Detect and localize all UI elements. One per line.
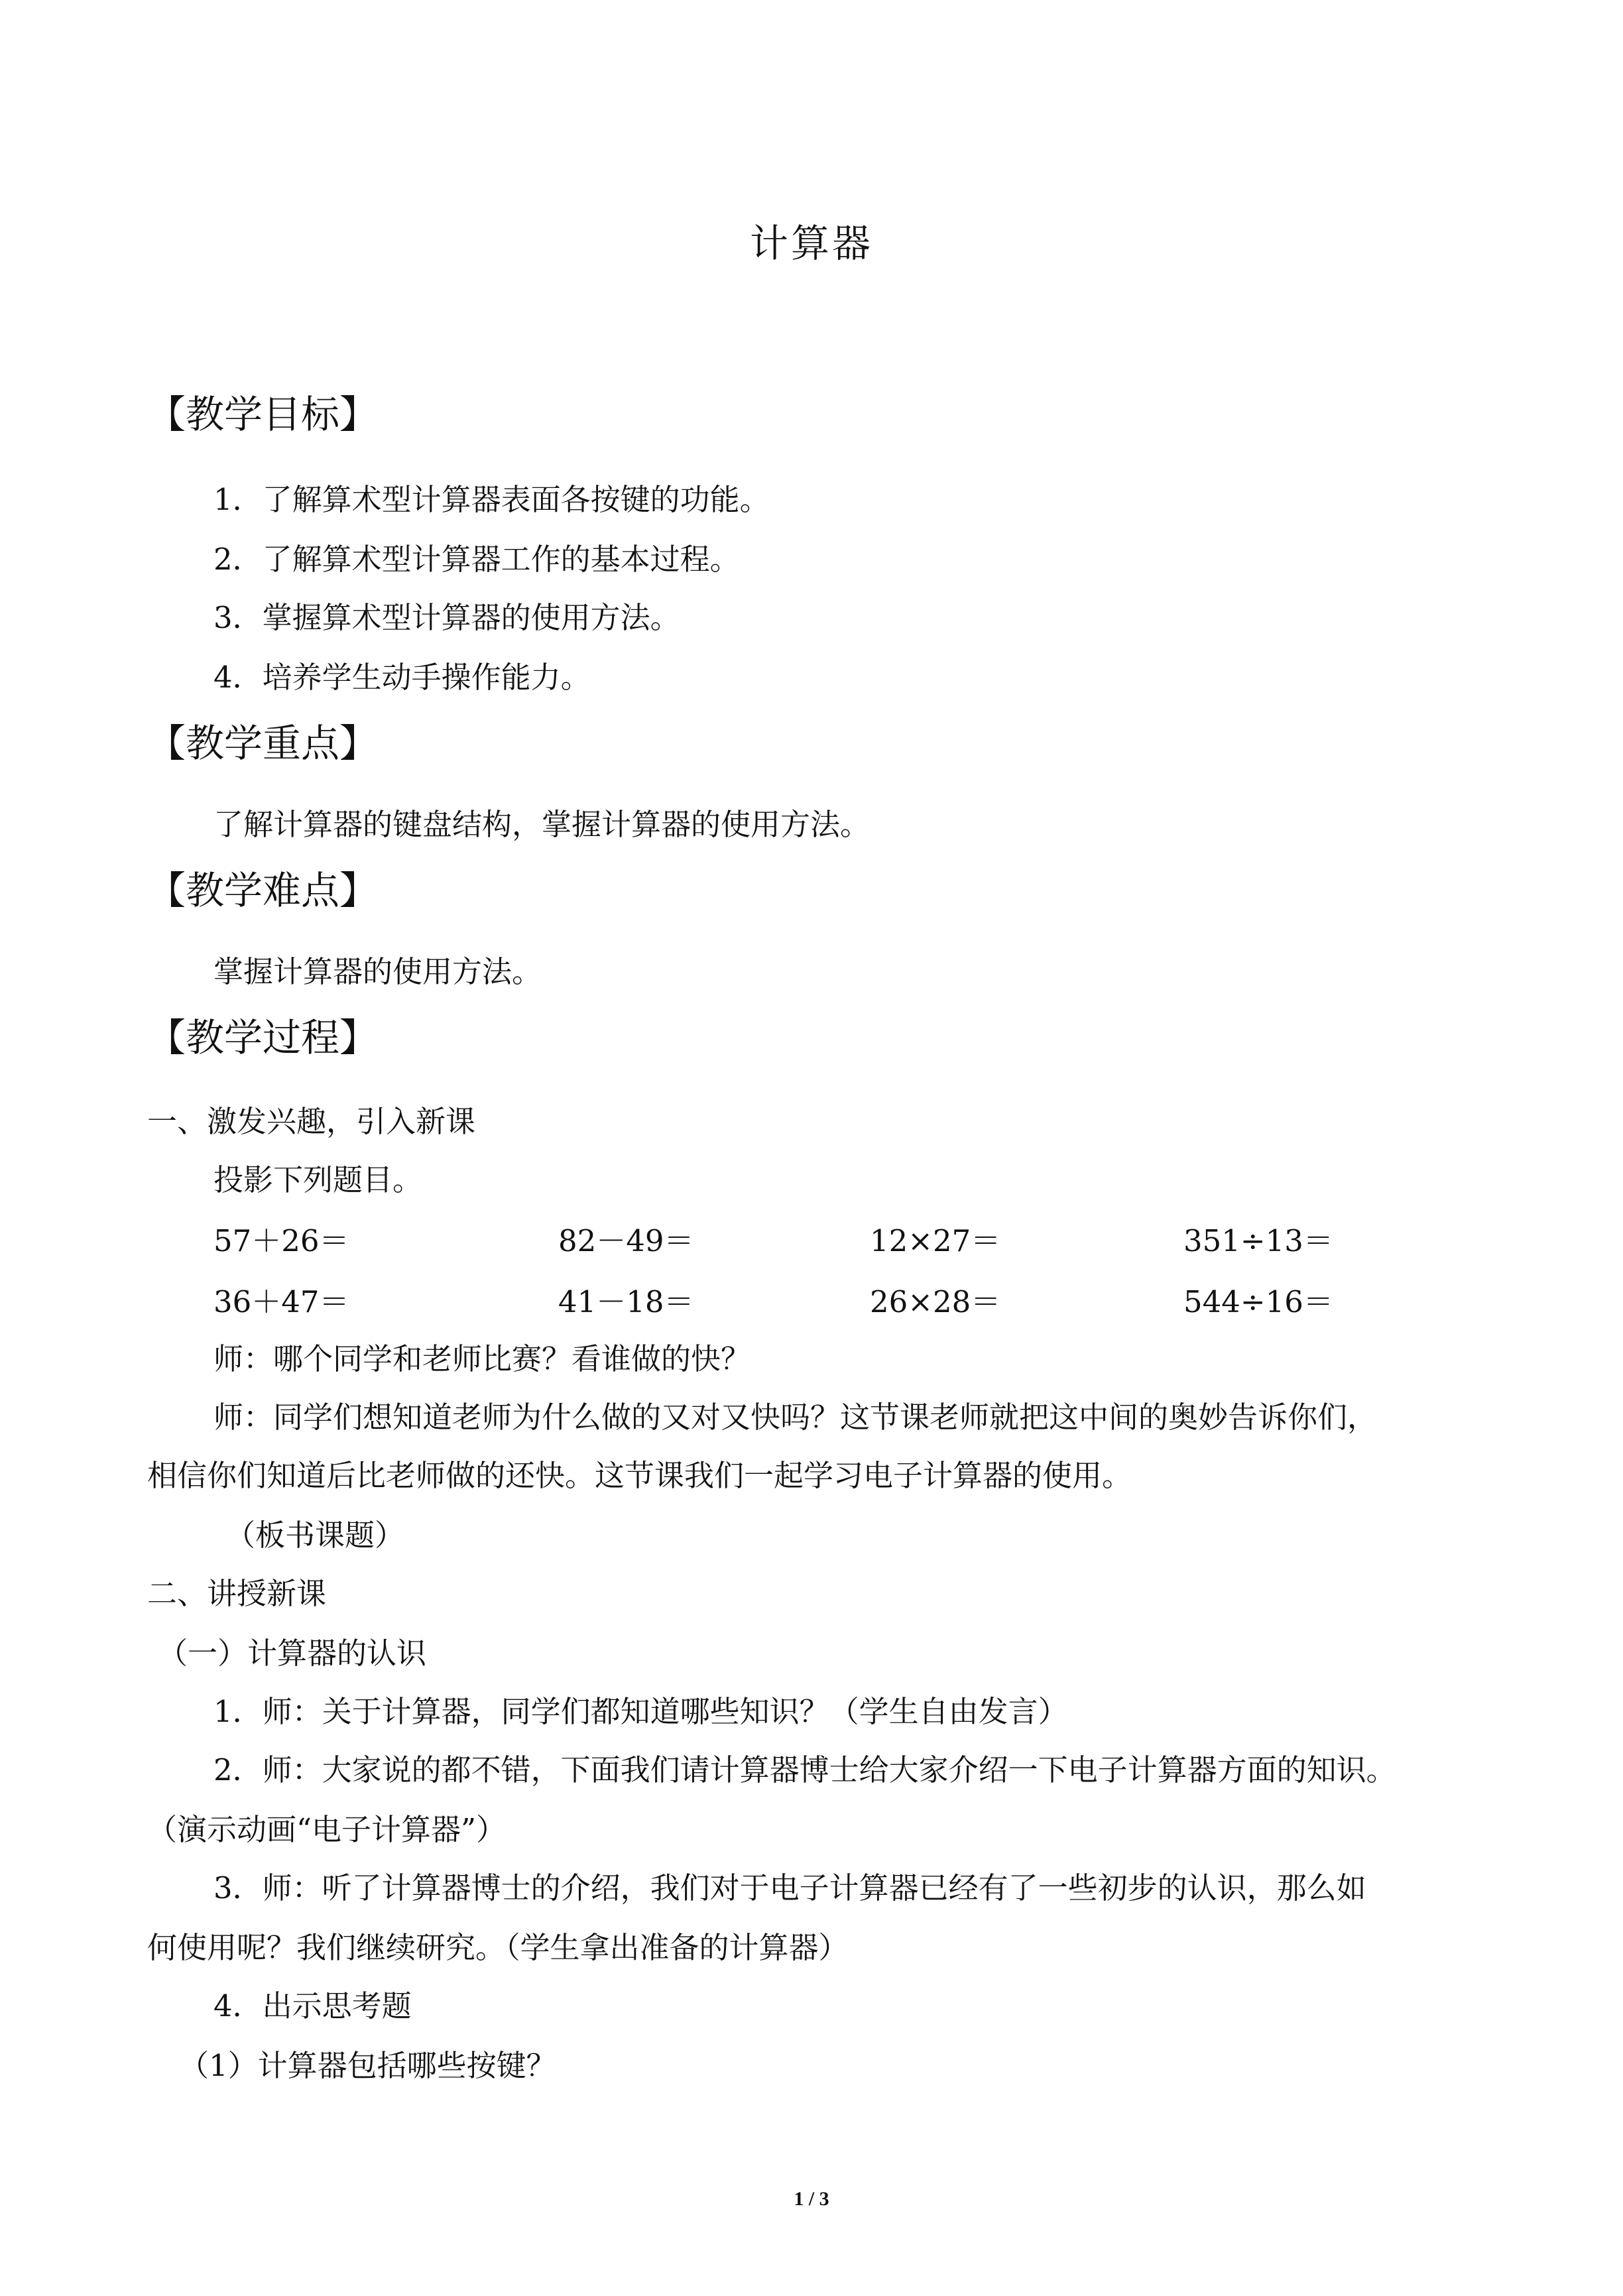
heading-difficulties: 【教学难点】 bbox=[147, 868, 379, 913]
heading-objectives: 【教学目标】 bbox=[147, 392, 379, 437]
objective-item-3: 3．掌握算术型计算器的使用方法。 bbox=[213, 600, 680, 635]
step-4: 4．出示思考题 bbox=[213, 1988, 412, 2024]
objective-item-1: 1．了解算术型计算器表面各按键的功能。 bbox=[213, 482, 770, 517]
step-2a: 2．师：大家说的都不错，下面我们请计算器博士给大家介绍一下电子计算器方面的知识。 bbox=[213, 1752, 1396, 1787]
sub1-title: （一）计算器的认识 bbox=[158, 1636, 427, 1671]
document-title: 计算器 bbox=[749, 221, 873, 266]
step-3b: 何使用呢？我们继续研究。（学生拿出准备的计算器） bbox=[147, 1930, 849, 1965]
step-1: 1．师：关于计算器，同学们都知道哪些知识？（学生自由发言） bbox=[213, 1694, 1068, 1729]
page-number: 1 / 3 bbox=[794, 2188, 829, 2210]
heading-process: 【教学过程】 bbox=[147, 1015, 379, 1060]
equation: 12×27＝ bbox=[870, 1223, 1001, 1258]
equation: 41－18＝ bbox=[558, 1284, 694, 1319]
part1-title: 一、激发兴趣，引入新课 bbox=[147, 1104, 476, 1139]
part2-title: 二、讲授新课 bbox=[147, 1576, 327, 1611]
equation: 351÷13＝ bbox=[1183, 1223, 1333, 1258]
equation: 57＋26＝ bbox=[213, 1223, 349, 1258]
equation: 544÷16＝ bbox=[1183, 1284, 1333, 1319]
objective-item-2: 2．了解算术型计算器工作的基本过程。 bbox=[213, 542, 740, 577]
equation-row-2 bbox=[0, 1284, 1623, 1323]
teacher-line-2b: 相信你们知道后比老师做的还快。这节课我们一起学习电子计算器的使用。 bbox=[147, 1458, 1132, 1493]
equation: 82－49＝ bbox=[558, 1223, 694, 1258]
equation-row-1 bbox=[0, 1223, 1623, 1262]
equation: 26×28＝ bbox=[870, 1284, 1001, 1319]
board-note: （板书课题） bbox=[225, 1518, 405, 1553]
step-3a: 3．师：听了计算器博士的介绍，我们对于电子计算器已经有了一些初步的认识，那么如 bbox=[213, 1870, 1366, 1905]
key-points-text: 了解计算器的键盘结构，掌握计算器的使用方法。 bbox=[213, 807, 871, 842]
difficulties-text: 掌握计算器的使用方法。 bbox=[213, 954, 542, 989]
step-2b: （演示动画“电子计算器”） bbox=[147, 1812, 507, 1847]
question-1: （1）计算器包括哪些按键？ bbox=[179, 2048, 556, 2083]
equation: 36＋47＝ bbox=[213, 1284, 349, 1319]
teacher-line-2a: 师：同学们想知道老师为什么做的又对又快吗？这节课老师就把这中间的奥妙告诉你们， bbox=[213, 1400, 1378, 1435]
objective-item-4: 4．培养学生动手操作能力。 bbox=[213, 660, 591, 695]
projection-text: 投影下列题目。 bbox=[213, 1162, 423, 1197]
heading-key-points: 【教学重点】 bbox=[147, 721, 379, 766]
teacher-line-1: 师：哪个同学和老师比赛？看谁做的快？ bbox=[213, 1341, 751, 1376]
